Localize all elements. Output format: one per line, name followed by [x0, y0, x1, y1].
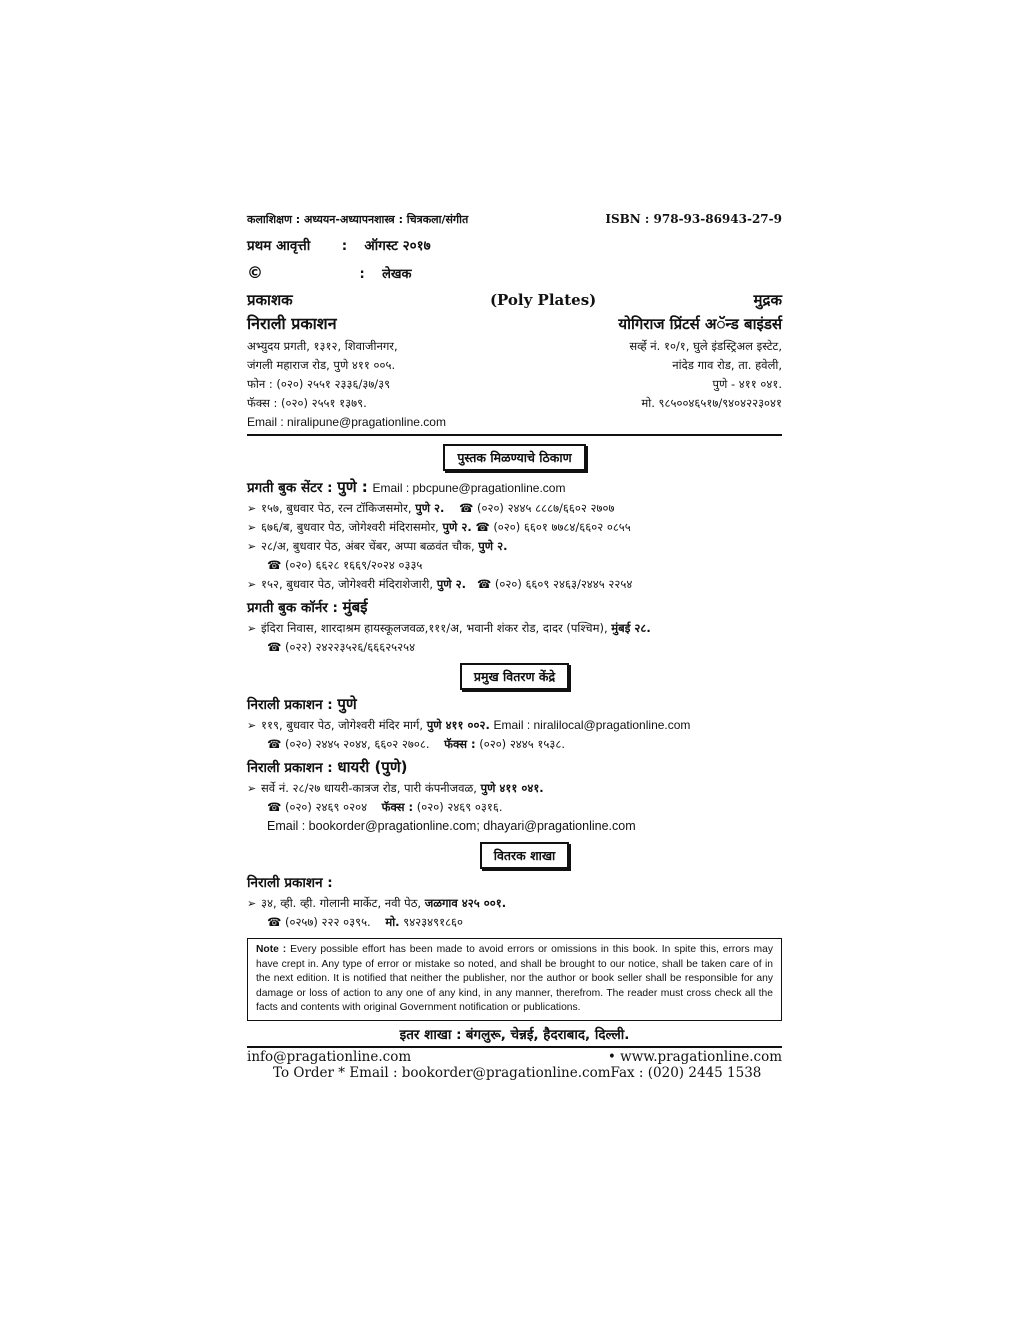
printer-address-line: सर्व्हे नं. १०/१, घुले इंडस्ट्रिअल इस्टेट, — [629, 339, 782, 353]
address-text: १५२, बुधवार पेठ, जोगेश्वरी मंदिराशेजारी, — [261, 577, 434, 591]
email-text: Email : niralilocal@pragationline.com — [493, 718, 691, 732]
subject-text: कलाशिक्षण : अध्ययन-अध्यापनशास्त्र : चित्रकला/संगीत — [247, 213, 469, 226]
note-text: Every possible effort has been made to avoid errors or omissions in this book. In spite this, errors may have crept in. Any type of error or mistake so noted, and shall be brought to our notice, shall be taken care of in the next edition. It is notified that neither the publisher, nor the author or book seller shall be responsible for any damage or loss of action to any one of any kind, in any manner, therefrom. The reader must cross check all the facts and contents with original Government notification or publications. — [256, 944, 773, 1013]
publisher-address-line: जंगली महाराज रोड, पुणे ४११ ००५. — [247, 358, 396, 372]
footer-email: info@pragationline.com — [247, 1048, 412, 1065]
footer-order: To Order * Email : bookorder@pragationline.com — [273, 1064, 611, 1081]
other-branches — [247, 1025, 782, 1043]
pune-center-place: पुणे : — [337, 478, 368, 496]
pune-distribution-title — [247, 694, 782, 716]
publisher-name: निराली प्रकाशन — [247, 314, 337, 333]
phone-text: ☎ (०२०) ६६०९ २४६३/२४४५ २२५४ — [476, 577, 633, 591]
mumbai-corner-title — [247, 597, 782, 619]
dhayari-distribution-title — [247, 757, 782, 779]
mumbai-corner-place: मुंबई — [342, 598, 368, 616]
list-item — [247, 499, 782, 518]
note-label: Note : — [256, 944, 287, 955]
printer-address — [629, 337, 782, 432]
phone-line: ☎ (०२२) २४२२३५२६/६६६२५२५४ — [267, 640, 416, 654]
address-text: ११९, बुधवार पेठ, जोगेश्वरी मंदिर मार्ग, — [261, 718, 424, 732]
printer-label: मुद्रक — [753, 291, 782, 309]
phone-text: ☎ (०२०) २४४५ २०४४, ६६०२ २७०८. — [267, 737, 430, 751]
copyright-value: लेखक — [382, 267, 412, 282]
jalgaon-title: निराली प्रकाशन : — [247, 875, 333, 891]
distribution-place: पुणे — [337, 695, 357, 713]
note-box — [247, 938, 782, 1021]
publisher-address-line: अभ्युदय प्रगती, १३१२, शिवाजीनगर, — [247, 339, 398, 353]
printer-address-line: पुणे - ४११ ०४१. — [712, 377, 782, 391]
phone-line — [247, 735, 782, 754]
list-item — [247, 537, 782, 556]
mobile-label: मो. — [385, 915, 400, 929]
distribution-box-wrap — [247, 663, 782, 690]
phone-line: ☎ (०२०) ६६२८ १६६९/२०२४ ०३३५ — [267, 558, 423, 572]
city-text: पुणे ४११ ०४१. — [480, 781, 544, 795]
phone-text: ☎ (०२०) २४६९ ०२०४ — [267, 800, 368, 814]
publisher-email: Email : niralipune@pragationline.com — [247, 415, 446, 429]
city-text: जळगाव ४२५ ००१. — [424, 896, 507, 910]
publisher-address — [247, 337, 446, 432]
list-item — [247, 518, 782, 537]
other-branches-label: इतर शाखा : — [399, 1026, 462, 1043]
address-columns — [247, 337, 782, 432]
fax-label: फॅक्स : — [381, 800, 414, 814]
edition-value: ऑगस्ट २०१७ — [364, 238, 431, 254]
books-box-title: पुस्तक मिळण्याचे ठिकाण — [443, 444, 585, 471]
divider — [247, 434, 782, 436]
mobile-text: ९४२३४९१८६० — [403, 915, 464, 929]
subject-line — [247, 212, 782, 227]
arrow-bullet-icon: ➢ — [247, 782, 257, 795]
edition-label: प्रथम आवृत्ती — [247, 238, 311, 254]
list-item — [247, 894, 782, 913]
printer-address-line: नांदेड गाव रोड, ता. हवेली, — [672, 358, 782, 372]
arrow-bullet-icon: ➢ — [247, 578, 257, 591]
printer-mobile: मो. ९८५००४६५१७/९४०४२२३०४१ — [641, 396, 782, 410]
fax-text: (०२०) २४६९ ०३१६. — [416, 800, 503, 814]
publisher-label: प्रकाशक — [247, 291, 293, 309]
footer-website: • www.pragationline.com — [607, 1048, 782, 1065]
pune-center-label: प्रगती बुक सेंटर : — [247, 480, 333, 496]
list-item — [247, 575, 782, 594]
copyright-line — [247, 263, 782, 282]
other-branches-cities: बंगलुरू, चेन्नई, हैदराबाद, दिल्ली. — [465, 1026, 630, 1043]
phone-text: ☎ (०२०) ६६०१ ७७८४/६६०२ ०८५५ — [475, 520, 631, 534]
address-text: १५७, बुधवार पेठ, रत्न टॉकिजसमोर, — [261, 501, 412, 515]
phone-line — [247, 913, 782, 932]
arrow-bullet-icon: ➢ — [247, 897, 257, 910]
isbn-text: ISBN : 978-93-86943-27-9 — [605, 212, 782, 226]
printer-name: योगिराज प्रिंटर्स अॅन्ड बाइंडर्स — [618, 315, 782, 333]
arrow-bullet-icon: ➢ — [247, 502, 257, 515]
list-item — [247, 619, 782, 638]
email-line: Email : bookorder@pragationline.com; dhayari@pragationline.com — [267, 819, 636, 833]
publisher-phone: फोन : (०२०) २५५१ २३३६/३७/३९ — [247, 377, 391, 391]
city-text: पुणे २. — [436, 577, 466, 591]
copyright-symbol: © — [247, 263, 263, 282]
footer-fax: Fax : (020) 2445 1538 — [610, 1064, 762, 1081]
footer-row-1 — [247, 1049, 782, 1065]
address-text: २८/अ, बुधवार पेठ, अंबर चेंबर, अप्पा बळवंत चौक, — [261, 539, 475, 553]
publisher-labels — [247, 290, 782, 310]
edition-sep: : — [341, 238, 348, 254]
branch-box-wrap — [247, 842, 782, 869]
fax-label: फॅक्स : — [444, 737, 476, 751]
address-text: ६७६/ब, बुधवार पेठ, जोगेश्वरी मंदिरासमोर, — [261, 520, 439, 534]
footer-row-2 — [247, 1065, 782, 1081]
arrow-bullet-icon: ➢ — [247, 622, 257, 635]
arrow-bullet-icon: ➢ — [247, 540, 257, 553]
phone-text: ☎ (०२०) २४४५ ८८८७/६६०२ २७०७ — [459, 501, 615, 515]
divider — [247, 1046, 782, 1048]
phone-text: ☎ (०२५७) २२२ ०३९५. — [267, 915, 371, 929]
publisher-names — [247, 312, 782, 334]
arrow-bullet-icon: ➢ — [247, 521, 257, 534]
phone-line — [247, 798, 782, 817]
address-text: ३४, व्ही. व्ही. गोलानी मार्केट, नवी पेठ, — [261, 896, 422, 910]
pune-center-title — [247, 477, 782, 499]
address-text: सर्वे नं. २८/२७ धायरी-कात्रज रोड, पारी कंपनीजवळ, — [261, 781, 477, 795]
distribution-box-title: प्रमुख वितरण केंद्रे — [460, 663, 569, 690]
distribution-place: धायरी (पुणे) — [337, 758, 408, 776]
arrow-bullet-icon: ➢ — [247, 719, 257, 732]
plates-text: (Poly Plates) — [489, 291, 597, 309]
publisher-fax: फॅक्स : (०२०) २५५१ १३७९. — [247, 396, 367, 410]
city-text: पुणे २. — [415, 501, 445, 515]
pune-center-email: Email : pbcpune@pragationline.com — [372, 481, 566, 495]
fax-text: (०२०) २४४५ १५३८. — [479, 737, 565, 751]
list-item — [247, 779, 782, 798]
branch-box-title: वितरक शाखा — [480, 842, 570, 869]
city-text: मुंबई २८. — [611, 621, 651, 635]
distribution-label: निराली प्रकाशन : — [247, 697, 333, 713]
mumbai-corner-label: प्रगती बुक कॉर्नर : — [247, 600, 338, 616]
distribution-label: निराली प्रकाशन : — [247, 760, 333, 776]
city-text: पुणे ४११ ००२. — [426, 718, 490, 732]
imprint-page — [247, 212, 782, 1081]
edition-line — [247, 236, 782, 254]
list-item — [247, 716, 782, 735]
copyright-sep: : — [359, 267, 365, 282]
city-text: पुणे २. — [442, 520, 472, 534]
address-text: इंदिरा निवास, शारदाश्रम हायस्कूलजवळ,१११/अ, भवानी शंकर रोड, दादर (पश्चिम), — [261, 621, 608, 635]
books-box-wrap — [247, 444, 782, 471]
city-text: पुणे २. — [478, 539, 508, 553]
